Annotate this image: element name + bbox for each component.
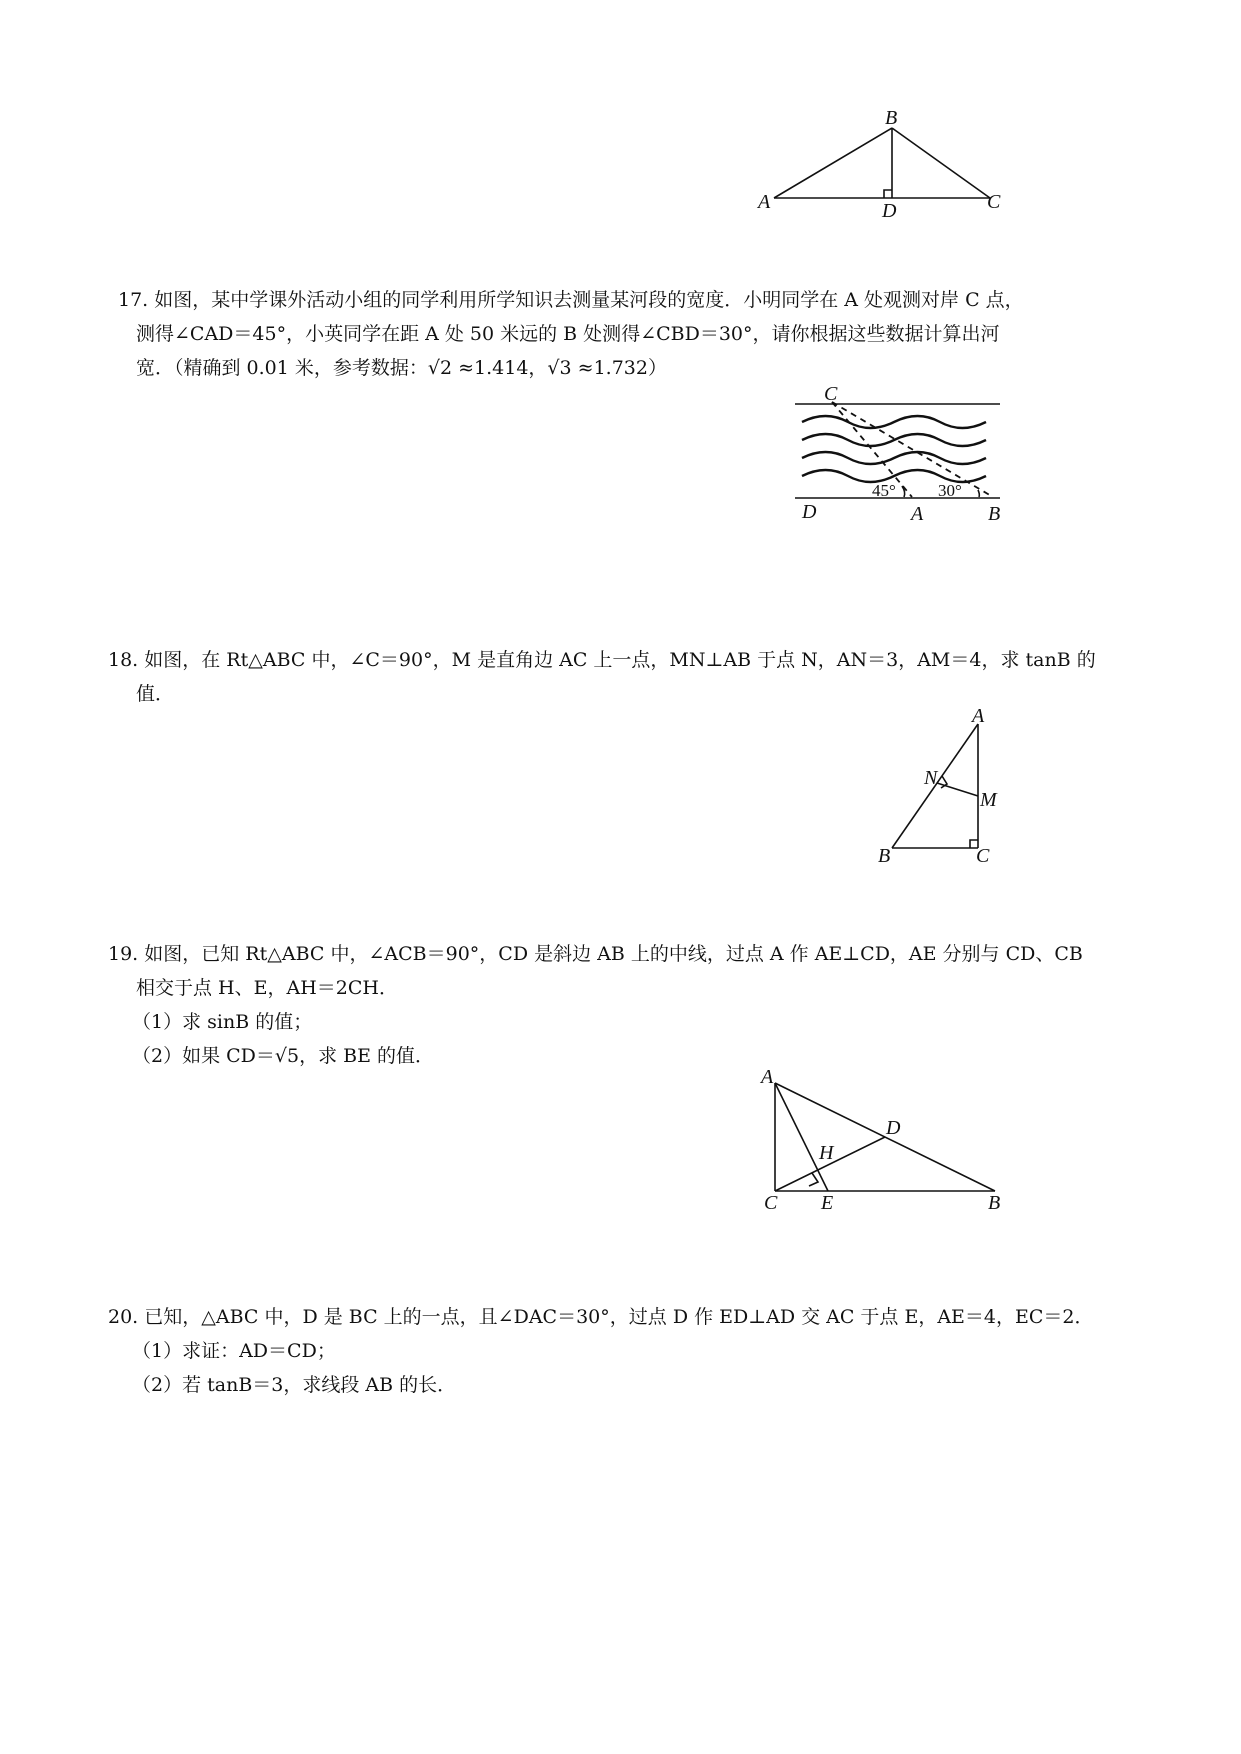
q20-line-1: 20. 已知，△ABC 中，D 是 BC 上的一点，且∠DAC＝30°，过点 D 作 ED⊥AD 交 AC 于点 E，AE＝4，EC＝2．: [108, 1306, 1094, 1328]
label-b: B: [878, 845, 891, 867]
q17-line-3: 宽．（精确到 0.01 米，参考数据：√2 ≈1.414，√3 ≈1.732）: [136, 357, 667, 379]
angle-45-label: 45°: [872, 481, 896, 500]
label-e: E: [821, 1192, 834, 1214]
q19-line-2: 相交于点 H、E，AH＝2CH．: [136, 977, 398, 999]
label-c: C: [976, 845, 990, 867]
label-d: D: [802, 501, 817, 523]
label-a: A: [911, 503, 924, 525]
q17-line-2: 测得∠CAD＝45°，小英同学在距 A 处 50 米远的 B 处测得∠CBD＝30°，请你根据这些数据计算出河: [136, 323, 1000, 345]
label-d: D: [882, 200, 897, 222]
label-c: C: [764, 1192, 778, 1214]
q19-line-1: 19. 如图，已知 Rt△ABC 中，∠ACB＝90°，CD 是斜边 AB 上的中线，过点 A 作 AE⊥CD，AE 分别与 CD、CB: [108, 943, 1083, 965]
label-c: C: [987, 191, 1001, 213]
label-b: B: [988, 503, 1001, 525]
label-a: A: [758, 191, 771, 213]
label-m: M: [980, 789, 997, 811]
label-a: A: [972, 705, 985, 727]
label-d: D: [886, 1117, 901, 1139]
figure-16-triangle: [740, 100, 1040, 230]
label-n: N: [924, 767, 938, 789]
label-b: B: [885, 107, 898, 129]
q20-part-1: （1）求证：AD＝CD；: [132, 1340, 336, 1362]
label-b: B: [988, 1192, 1001, 1214]
q17-line-1: 17. 如图，某中学课外活动小组的同学利用所学知识去测量某河段的宽度．小明同学在 A 处观测对岸 C 点，: [118, 289, 1024, 311]
label-h: H: [819, 1142, 834, 1164]
q20-part-2: （2）若 tanB＝3，求线段 AB 的长．: [132, 1374, 457, 1396]
q18-line-1: 18. 如图，在 Rt△ABC 中，∠C＝90°，M 是直角边 AC 上一点，MN⊥AB 于点 N，AN＝3，AM＝4，求 tanB 的: [108, 649, 1096, 671]
q19-part-2: （2）如果 CD＝√5，求 BE 的值．: [132, 1045, 435, 1067]
figure-17-river: [790, 380, 1020, 525]
q19-part-1: （1）求 sinB 的值；: [132, 1011, 313, 1033]
figure-18-triangle: [870, 700, 1020, 875]
figure-19-triangle: [755, 1065, 1020, 1215]
angle-30-label: 30°: [938, 481, 962, 500]
label-a: A: [761, 1066, 774, 1088]
label-c: C: [824, 383, 838, 405]
q18-line-2: 值．: [136, 683, 175, 705]
